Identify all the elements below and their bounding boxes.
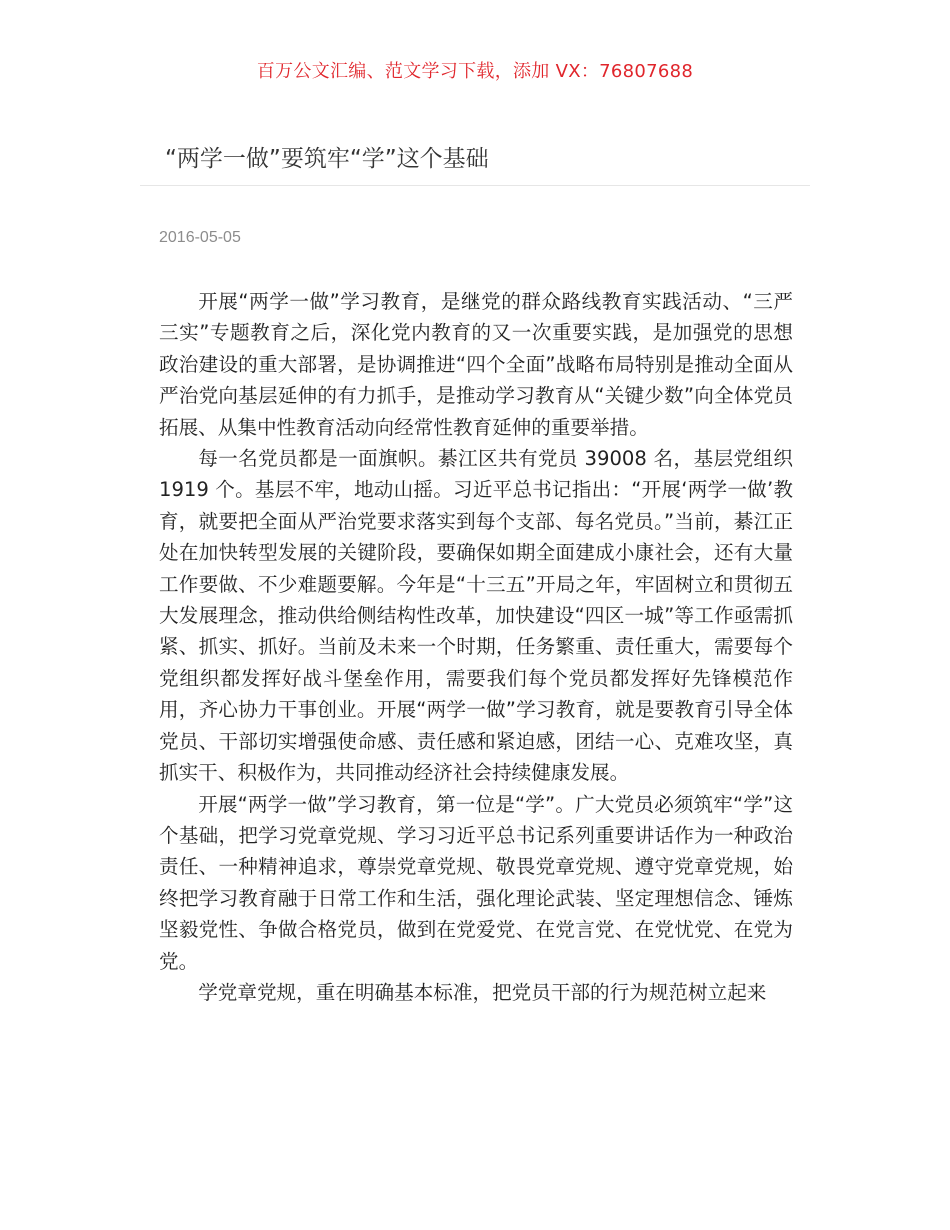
article-title: “两学一做”要筑牢“学”这个基础	[165, 146, 489, 172]
paragraph-3: 开展“两学一做”学习教育，第一位是“学”。广大党员必须筑牢“学”这个基础，把学习党章党规、学习习近平总书记系列重要讲话作为一种政治责任、一种精神追求，尊崇党章党规、敬畏党章党规、遵守党章党规，始终把学习教育融于日常工作和生活，强化理论武装、坚定理想信念、锤炼坚毅党性、争做合格党员，做到在党爱党、在党言党、在党忧党、在党为党。	[159, 792, 793, 973]
paragraph-2: 每一名党员都是一面旗帜。綦江区共有党员 39008 名，基层党组织 1919 个。基层不牢，地动山摇。习近平总书记指出：“开展‘两学一做’教育，就要把全面从严治党要求落实到每个支部、每名党员。”当前，綦江正处在加快转型发展的关键阶段，要确保如期全面建成小康社会，还有大量工作要做、不少难题要解。今年是“十三五”开局之年，牢固树立和贯彻五大发展理念，推动供给侧结构性改革，加快建设“四区一城”等工作亟需抓紧、抓实、抓好。当前及未来一个时期，任务繁重、责任重大，需要每个党组织都发挥好战斗堡垒作用，需要我们每个党员都发挥好先锋模范作用，齐心协力干事创业。开展“两学一做”学习教育，就是要教育引导全体党员、干部切实增强使命感、责任感和紧迫感，团结一心、克难攻坚，真抓实干、积极作为，共同推动经济社会持续健康发展。	[159, 447, 793, 785]
publish-date: 2016-05-05	[159, 229, 241, 246]
header-contact-banner: 百万公文汇编、范文学习下载，添加 VX：76807688	[256, 61, 694, 82]
paragraph-4: 学党章党规，重在明确基本标准，把党员干部的行为规范树立起来	[198, 980, 767, 1004]
paragraph-1: 开展“两学一做”学习教育，是继党的群众路线教育实践活动、“三严三实”专题教育之后，深化党内教育的又一次重要实践，是加强党的思想政治建设的重大部署，是协调推进“四个全面”战略布局特别是推动全面从严治党向基层延伸的有力抓手，是推动学习教育从“关键少数”向全体党员拓展、从集中性教育活动向经常性教育延伸的重要举措。	[159, 290, 793, 439]
title-divider	[140, 185, 810, 186]
article-body	[159, 286, 793, 1008]
